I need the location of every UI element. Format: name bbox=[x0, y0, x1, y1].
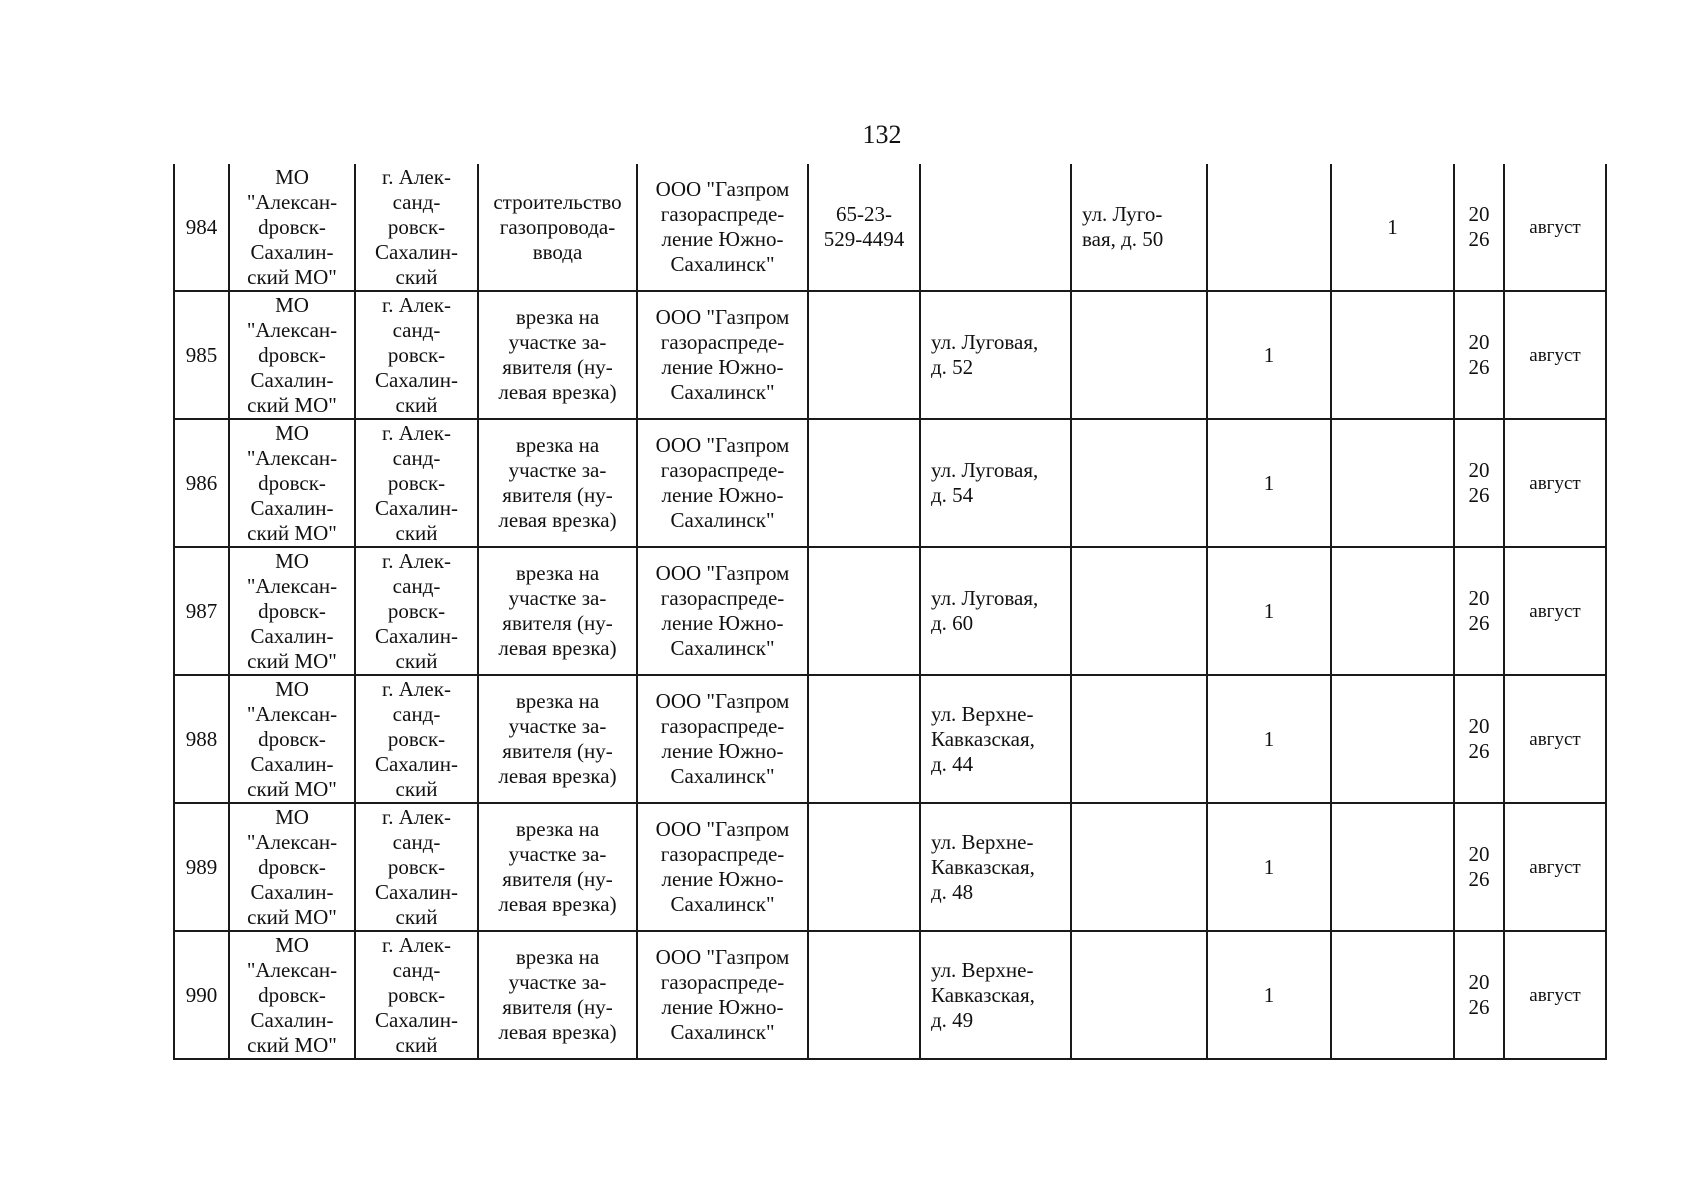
table-row bbox=[174, 803, 1606, 931]
work-type-cell: врезка на участке за- явителя (ну- левая врезка) bbox=[478, 291, 637, 419]
address-cell bbox=[920, 164, 1071, 291]
locality-cell: г. Алек- санд- ровск- Сахалин- ский bbox=[355, 419, 478, 547]
year-cell: 20 26 bbox=[1454, 803, 1504, 931]
month-cell: август bbox=[1504, 931, 1606, 1059]
locality-cell: г. Алек- санд- ровск- Сахалин- ский bbox=[355, 675, 478, 803]
count-alt-cell bbox=[1331, 675, 1454, 803]
month-cell: август bbox=[1504, 675, 1606, 803]
count-alt-cell bbox=[1331, 291, 1454, 419]
row-number: 990 bbox=[174, 931, 229, 1059]
municipality-cell: МО "Алексан- dровск- Сахалин- ский МО" bbox=[229, 675, 355, 803]
code-cell bbox=[808, 931, 920, 1059]
count-alt-cell bbox=[1331, 803, 1454, 931]
locality-cell: г. Алек- санд- ровск- Сахалин- ский bbox=[355, 291, 478, 419]
month-cell: август bbox=[1504, 547, 1606, 675]
work-type-cell: врезка на участке за- явителя (ну- левая врезка) bbox=[478, 675, 637, 803]
address-cell: ул. Луговая, д. 60 bbox=[920, 547, 1071, 675]
work-type-cell: врезка на участке за- явителя (ну- левая врезка) bbox=[478, 803, 637, 931]
organization-cell: ООО "Газпром газораспреде- ление Южно- Сахалинск" bbox=[637, 291, 808, 419]
count-cell: 1 bbox=[1207, 675, 1331, 803]
table-row bbox=[174, 291, 1606, 419]
municipality-cell: МО "Алексан- dровск- Сахалин- ский МО" bbox=[229, 931, 355, 1059]
month-cell: август bbox=[1504, 419, 1606, 547]
code-cell: 65-23- 529-4494 bbox=[808, 164, 920, 291]
page-number: 132 bbox=[862, 120, 902, 149]
address-alt-cell bbox=[1071, 291, 1207, 419]
address-cell: ул. Верхне- Кавказская, д. 49 bbox=[920, 931, 1071, 1059]
organization-cell: ООО "Газпром газораспреде- ление Южно- Сахалинск" bbox=[637, 675, 808, 803]
work-type-cell: строительство газопровода- ввода bbox=[478, 164, 637, 291]
organization-cell: ООО "Газпром газораспреде- ление Южно- Сахалинск" bbox=[637, 419, 808, 547]
locality-cell: г. Алек- санд- ровск- Сахалин- ский bbox=[355, 931, 478, 1059]
year-cell: 20 26 bbox=[1454, 164, 1504, 291]
year-cell: 20 26 bbox=[1454, 675, 1504, 803]
organization-cell: ООО "Газпром газораспреде- ление Южно- Сахалинск" bbox=[637, 547, 808, 675]
locality-cell: г. Алек- санд- ровск- Сахалин- ский bbox=[355, 164, 478, 291]
row-number: 987 bbox=[174, 547, 229, 675]
locality-cell: г. Алек- санд- ровск- Сахалин- ский bbox=[355, 547, 478, 675]
municipality-cell: МО "Алексан- dровск- Сахалин- ский МО" bbox=[229, 547, 355, 675]
code-cell bbox=[808, 291, 920, 419]
organization-cell: ООО "Газпром газораспреде- ление Южно- Сахалинск" bbox=[637, 803, 808, 931]
municipality-cell: МО "Алексан- dровск- Сахалин- ский МО" bbox=[229, 291, 355, 419]
count-cell: 1 bbox=[1207, 547, 1331, 675]
month-cell: август bbox=[1504, 164, 1606, 291]
row-number: 988 bbox=[174, 675, 229, 803]
count-cell: 1 bbox=[1207, 931, 1331, 1059]
address-alt-cell bbox=[1071, 419, 1207, 547]
address-cell: ул. Верхне- Кавказская, д. 44 bbox=[920, 675, 1071, 803]
work-type-cell: врезка на участке за- явителя (ну- левая врезка) bbox=[478, 931, 637, 1059]
address-alt-cell bbox=[1071, 675, 1207, 803]
address-alt-cell bbox=[1071, 803, 1207, 931]
code-cell bbox=[808, 675, 920, 803]
table-row bbox=[174, 164, 1606, 291]
year-cell: 20 26 bbox=[1454, 291, 1504, 419]
table-row bbox=[174, 419, 1606, 547]
municipality-cell: МО "Алексан- dровск- Сахалин- ский МО" bbox=[229, 419, 355, 547]
address-cell: ул. Луговая, д. 52 bbox=[920, 291, 1071, 419]
year-cell: 20 26 bbox=[1454, 547, 1504, 675]
work-type-cell: врезка на участке за- явителя (ну- левая врезка) bbox=[478, 547, 637, 675]
count-alt-cell: 1 bbox=[1331, 164, 1454, 291]
address-cell: ул. Луговая, д. 54 bbox=[920, 419, 1071, 547]
table-row bbox=[174, 675, 1606, 803]
month-cell: август bbox=[1504, 803, 1606, 931]
address-alt-cell bbox=[1071, 931, 1207, 1059]
code-cell bbox=[808, 803, 920, 931]
organization-cell: ООО "Газпром газораспреде- ление Южно- Сахалинск" bbox=[637, 931, 808, 1059]
address-alt-cell: ул. Луго- вая, д. 50 bbox=[1071, 164, 1207, 291]
address-cell: ул. Верхне- Кавказская, д. 48 bbox=[920, 803, 1071, 931]
works-table bbox=[173, 164, 1607, 1060]
row-number: 985 bbox=[174, 291, 229, 419]
row-number: 989 bbox=[174, 803, 229, 931]
row-number: 984 bbox=[174, 164, 229, 291]
row-number: 986 bbox=[174, 419, 229, 547]
work-type-cell: врезка на участке за- явителя (ну- левая врезка) bbox=[478, 419, 637, 547]
count-cell: 1 bbox=[1207, 291, 1331, 419]
code-cell bbox=[808, 419, 920, 547]
count-cell bbox=[1207, 164, 1331, 291]
count-alt-cell bbox=[1331, 931, 1454, 1059]
address-alt-cell bbox=[1071, 547, 1207, 675]
locality-cell: г. Алек- санд- ровск- Сахалин- ский bbox=[355, 803, 478, 931]
year-cell: 20 26 bbox=[1454, 419, 1504, 547]
count-cell: 1 bbox=[1207, 419, 1331, 547]
count-cell: 1 bbox=[1207, 803, 1331, 931]
municipality-cell: МО "Алексан- dровск- Сахалин- ский МО" bbox=[229, 803, 355, 931]
month-cell: август bbox=[1504, 291, 1606, 419]
municipality-cell: МО "Алексан- dровск- Сахалин- ский МО" bbox=[229, 164, 355, 291]
year-cell: 20 26 bbox=[1454, 931, 1504, 1059]
table-row bbox=[174, 547, 1606, 675]
table-row bbox=[174, 931, 1606, 1059]
organization-cell: ООО "Газпром газораспреде- ление Южно- Сахалинск" bbox=[637, 164, 808, 291]
code-cell bbox=[808, 547, 920, 675]
count-alt-cell bbox=[1331, 419, 1454, 547]
count-alt-cell bbox=[1331, 547, 1454, 675]
